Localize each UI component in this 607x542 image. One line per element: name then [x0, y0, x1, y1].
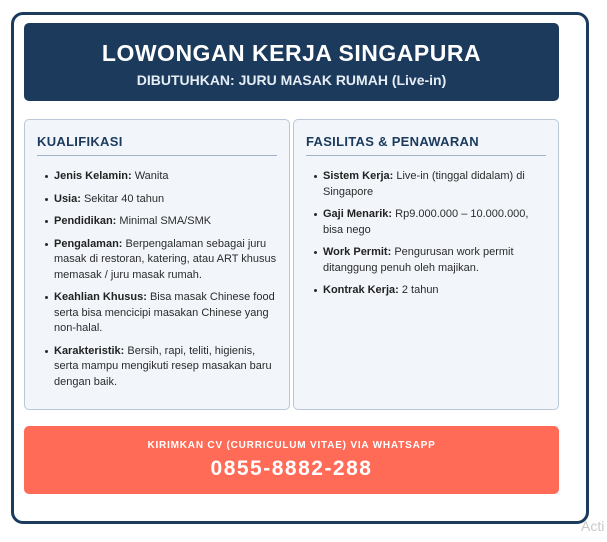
facilities-list	[306, 169, 546, 299]
bullet-icon	[314, 175, 317, 178]
bullet-icon	[314, 251, 317, 254]
list-item	[314, 169, 546, 200]
item-label: Pengalaman:	[54, 237, 123, 250]
list-item	[314, 207, 546, 238]
item-text: Wanita	[131, 170, 169, 182]
list-item	[45, 237, 277, 284]
whatsapp-cta-banner	[24, 426, 559, 494]
header-banner	[24, 23, 559, 101]
qualifications-card	[24, 119, 290, 410]
item-text: Bersih, rapi, teliti, higienis, serta mampu mengikuti resep masakan baru dengan baik.	[54, 344, 272, 388]
list-item	[314, 283, 546, 299]
facilities-card	[293, 119, 559, 410]
list-item	[45, 290, 277, 337]
bullet-icon	[45, 220, 48, 223]
bullet-icon	[45, 243, 48, 246]
bullet-icon	[45, 175, 48, 178]
item-label: Jenis Kelamin:	[54, 170, 132, 182]
list-item	[45, 192, 277, 208]
whatsapp-phone-number: 0855-8882-288	[210, 457, 373, 480]
item-text: Minimal SMA/SMK	[116, 215, 212, 227]
item-label: Kontrak Kerja:	[323, 284, 399, 296]
bullet-icon	[45, 198, 48, 201]
list-item	[314, 245, 546, 276]
bullet-icon	[45, 350, 48, 353]
list-item	[45, 344, 277, 391]
item-label: Pendidikan:	[54, 215, 117, 227]
item-label: Keahlian Khusus:	[54, 291, 147, 303]
qualifications-title: KUALIFIKASI	[37, 134, 277, 156]
item-label: Sistem Kerja:	[323, 170, 394, 182]
item-label: Work Permit:	[323, 246, 392, 258]
cta-label: KIRIMKAN CV (CURRICULUM VITAE) VIA WHATSAPP	[147, 440, 436, 451]
item-text: Sekitar 40 tahun	[80, 192, 165, 205]
activation-watermark: Acti	[581, 518, 605, 534]
page-subtitle: DIBUTUHKAN: JURU MASAK RUMAH (Live-in)	[136, 72, 447, 88]
bullet-icon	[314, 213, 317, 216]
item-text: Berpengalaman sebagai juru masak di restoran, katering, atau ART khusus memasak / juru masak rumah.	[54, 237, 277, 281]
item-text: Pengurusan work permit ditanggung penuh oleh majikan.	[323, 246, 514, 274]
bullet-icon	[45, 296, 48, 299]
facilities-title: FASILITAS & PENAWARAN	[306, 134, 546, 156]
item-text: Rp9.000.000 – 10.000.000, bisa nego	[323, 208, 529, 236]
qualifications-list	[37, 169, 277, 390]
page-title: LOWONGAN KERJA SINGAPURA	[101, 40, 482, 66]
list-item	[45, 169, 277, 185]
item-text: 2 tahun	[398, 284, 439, 296]
item-label: Gaji Menarik:	[323, 208, 393, 220]
list-item	[45, 214, 277, 230]
bullet-icon	[314, 289, 317, 292]
item-label: Usia:	[54, 192, 81, 205]
item-label: Karakteristik:	[54, 344, 125, 357]
item-text: Live-in (tinggal didalam) di Singapore	[323, 170, 525, 198]
item-text: Bisa masak Chinese food serta bisa mencicipi masakan Chinese yang non-halal.	[54, 291, 275, 334]
